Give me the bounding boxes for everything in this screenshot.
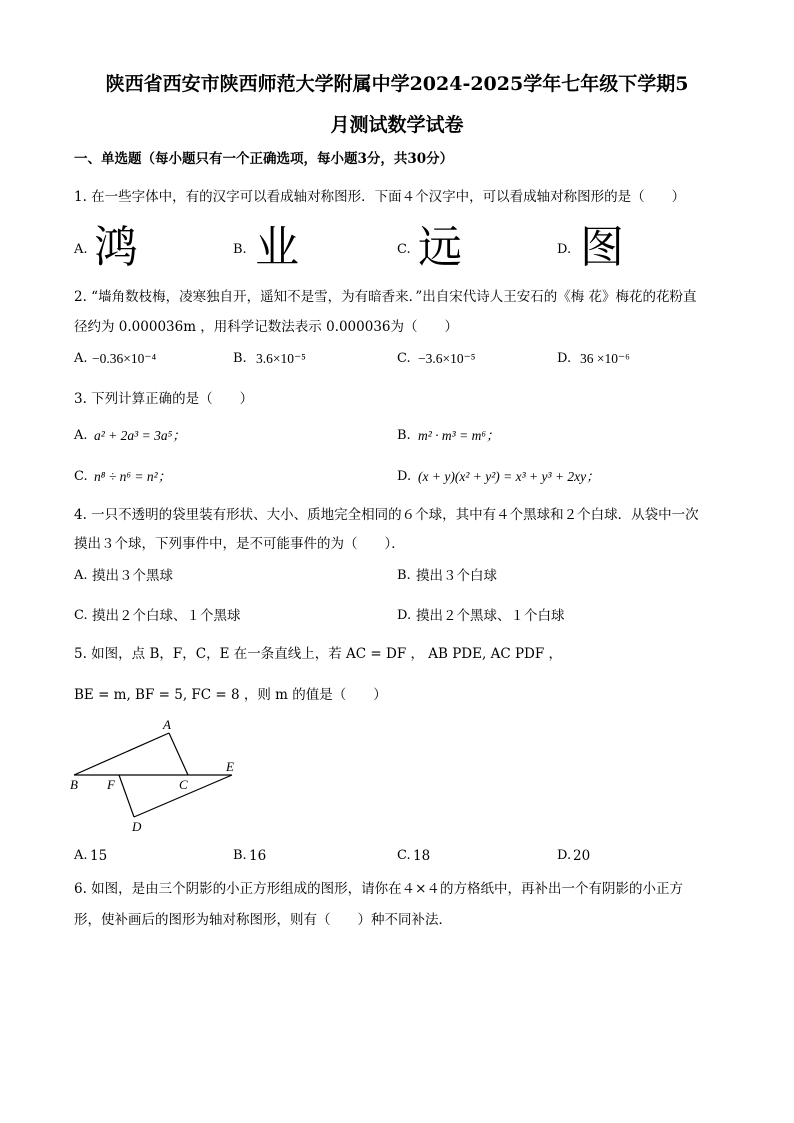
q5-option-c-label: C. bbox=[397, 848, 411, 863]
q4-option-d: 摸出２个黑球、１个白球 bbox=[416, 608, 565, 624]
q4-option-d-label: D. bbox=[397, 608, 412, 623]
q2-option-c: −3.6×10⁻⁵ bbox=[418, 351, 476, 366]
q5-option-a: 15 bbox=[90, 848, 108, 864]
q3-option-c-label: C. bbox=[74, 469, 88, 484]
q4-option-a-label: A. bbox=[74, 568, 88, 583]
q1-option-b-label: B. bbox=[233, 242, 247, 257]
q3-option-a: a² + 2a³ = 3a⁵； bbox=[94, 428, 186, 443]
q4-stem-line1: 4. 一只不透明的袋里装有形状、大小、质地完全相同的６个球，其中有４个黑球和２个白球．从袋中一次 bbox=[74, 507, 699, 523]
q2-option-d: 36 ×10⁻⁶ bbox=[580, 351, 630, 366]
page-title-line1: 陕西省西安市陕西师范大学附属中学2024-2025学年七年级下学期5 bbox=[105, 73, 689, 95]
q1-option-b-char: 业 bbox=[255, 222, 299, 273]
q4-option-b-label: B. bbox=[397, 568, 411, 583]
q1-option-c-char: 远 bbox=[418, 222, 462, 273]
q2-option-d-label: D. bbox=[557, 351, 572, 366]
section-heading: 一、单选题（每小题只有一个正确选项，每小题3分，共30分） bbox=[74, 151, 454, 167]
q6-stem-line1: 6. 如图，是由三个阴影的小正方形组成的图形，请你在４×４的方格纸中，再补出一个有阴影的小正方 bbox=[74, 881, 683, 897]
q2-stem-line1: 2. “墙角数枝梅，凌寒独自开，遥知不是雪，为有暗香来．”出自宋代诗人王安石的《梅 花》梅花的花粉直 bbox=[74, 289, 697, 305]
q5-option-d-label: D. bbox=[557, 848, 572, 863]
q3-option-b: m² · m³ = m⁶； bbox=[418, 428, 500, 443]
q5-stem-line2: BE = m, BF = 5, FC = 8 ，则 m 的值是（ ） bbox=[74, 687, 387, 703]
q5-option-a-label: A. bbox=[74, 848, 88, 863]
q1-stem: 1. 在一些字体中，有的汉字可以看成轴对称图形．下面４个汉字中，可以看成轴对称图形的是（ ） bbox=[74, 189, 686, 205]
segment-ac bbox=[169, 733, 188, 775]
q3-stem: 3. 下列计算正确的是（ ） bbox=[74, 391, 254, 407]
q2-option-b: 3.6×10⁻⁵ bbox=[256, 351, 306, 366]
q3-option-a-label: A. bbox=[74, 428, 88, 443]
q3-option-b-label: B. bbox=[397, 428, 411, 443]
label-a: A bbox=[163, 717, 171, 732]
label-b: B bbox=[70, 777, 78, 792]
q5-geometry-figure bbox=[66, 715, 246, 840]
q4-option-c: 摸出２个白球、１个黑球 bbox=[92, 608, 241, 624]
q2-option-c-label: C. bbox=[397, 351, 411, 366]
label-d: D bbox=[132, 819, 142, 834]
q2-option-a: −0.36×10⁻⁴ bbox=[92, 351, 157, 366]
q5-option-c: 18 bbox=[413, 848, 431, 864]
q1-option-a-label: A. bbox=[74, 242, 88, 257]
q4-option-a: 摸出３个黑球 bbox=[92, 568, 173, 584]
q4-option-c-label: C. bbox=[74, 608, 88, 623]
q1-option-d-char: 图 bbox=[580, 222, 624, 273]
q3-option-d: (x + y)(x² + y²) = x³ + y³ + 2xy； bbox=[418, 469, 600, 484]
page-title-line2: 月测试数学试卷 bbox=[330, 114, 464, 136]
q4-option-b: 摸出３个白球 bbox=[416, 568, 497, 584]
q1-option-c-label: C. bbox=[397, 242, 411, 257]
q5-stem-line1: 5. 如图，点 B，F，C，E 在一条直线上，若 AC = DF ， AB PDE, AC PDF ， bbox=[74, 646, 563, 662]
q3-option-c: n⁸ ÷ n⁶ = n²； bbox=[94, 469, 172, 484]
q3-option-d-label: D. bbox=[397, 469, 412, 484]
q5-option-d: 20 bbox=[573, 848, 591, 864]
q1-option-d-label: D. bbox=[557, 242, 572, 257]
label-f: F bbox=[107, 777, 115, 792]
q5-option-b: 16 bbox=[249, 848, 267, 864]
q2-option-a-label: A. bbox=[74, 351, 88, 366]
label-c: C bbox=[179, 777, 188, 792]
q6-stem-line2: 形，使补画后的图形为轴对称图形，则有（ ）种不同补法． bbox=[74, 912, 452, 928]
q4-stem-line2: 摸出３个球，下列事件中，是不可能事件的为（ ）． bbox=[74, 536, 405, 552]
segment-fd bbox=[119, 775, 134, 817]
segment-ba bbox=[74, 733, 169, 775]
label-e: E bbox=[226, 759, 234, 774]
q1-option-a-char: 鸿 bbox=[94, 222, 138, 273]
q2-option-b-label: B. bbox=[233, 351, 247, 366]
q5-option-b-label: B. bbox=[233, 848, 247, 863]
q2-stem-line2: 径约为 0.000036m ，用科学记数法表示 0.000036为（ ） bbox=[74, 319, 459, 335]
